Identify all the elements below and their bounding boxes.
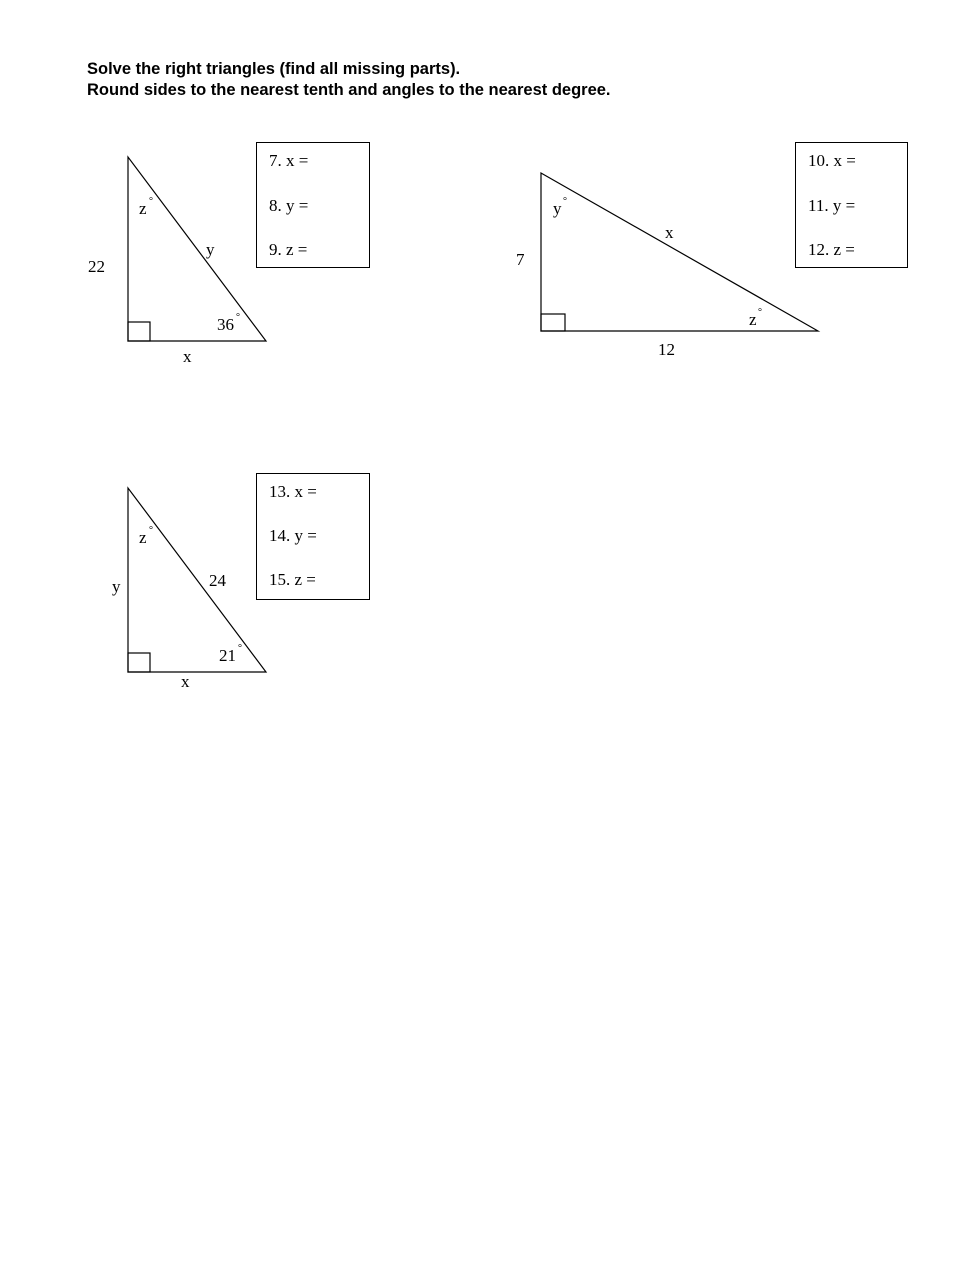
answer-line-11: 11. y = bbox=[808, 196, 856, 215]
answer-line-15: 15. z = bbox=[269, 570, 316, 589]
triangle-3-left-side-label: y bbox=[112, 577, 121, 596]
answer-line-8: 8. y = bbox=[269, 196, 309, 215]
answer-line-7: 7. x = bbox=[269, 151, 309, 170]
triangle-2-bottom-side-label: 12 bbox=[658, 340, 675, 359]
instructions-line-2: Round sides to the nearest tenth and angles to the nearest degree. bbox=[87, 81, 611, 99]
triangle-1-top-angle-degree: ° bbox=[149, 196, 153, 207]
answer-line-12: 12. z = bbox=[808, 240, 855, 259]
answer-line-14: 14. y = bbox=[269, 526, 317, 545]
triangle-1-top-angle-label: z bbox=[139, 199, 147, 218]
triangle-1-bottom-angle-degree: ° bbox=[236, 312, 240, 323]
triangle-2-hypotenuse-label: x bbox=[665, 223, 674, 242]
triangle-2-top-angle-label: y bbox=[553, 199, 562, 218]
triangle-1 bbox=[88, 157, 266, 366]
triangle-2-left-side-label: 7 bbox=[516, 250, 525, 269]
triangle-2-bottom-angle-degree: ° bbox=[758, 307, 762, 318]
triangle-3-top-angle-label: z bbox=[139, 528, 147, 547]
answer-box-3 bbox=[256, 473, 370, 600]
triangle-2-right-angle-mark bbox=[541, 314, 565, 331]
triangle-3-top-angle-degree: ° bbox=[149, 525, 153, 536]
triangle-3 bbox=[112, 488, 266, 691]
triangle-3-right-angle-mark bbox=[128, 653, 150, 672]
triangle-1-bottom-side-label: x bbox=[183, 347, 192, 366]
triangle-2-bottom-angle-label: z bbox=[749, 310, 757, 329]
triangle-2-top-angle-degree: ° bbox=[563, 196, 567, 207]
triangle-1-hypotenuse-label: y bbox=[206, 240, 215, 259]
answer-box-1 bbox=[256, 142, 370, 268]
triangle-3-bottom-angle-label: 21 bbox=[219, 646, 236, 665]
triangle-2 bbox=[516, 173, 818, 359]
triangle-1-outline bbox=[128, 157, 266, 341]
triangle-3-bottom-side-label: x bbox=[181, 672, 190, 691]
triangle-2-outline bbox=[541, 173, 818, 331]
triangle-1-left-side-label: 22 bbox=[88, 257, 105, 276]
triangle-3-hypotenuse-label: 24 bbox=[209, 571, 226, 590]
answer-line-13: 13. x = bbox=[269, 482, 317, 501]
answer-box-2 bbox=[795, 142, 908, 268]
triangle-3-outline bbox=[128, 488, 266, 672]
answer-line-9: 9. z = bbox=[269, 240, 308, 259]
instructions-line-1: Solve the right triangles (find all missing parts). bbox=[87, 60, 461, 78]
triangle-1-right-angle-mark bbox=[128, 322, 150, 341]
triangle-1-bottom-angle-label: 36 bbox=[217, 315, 234, 334]
triangle-3-bottom-angle-degree: ° bbox=[238, 643, 242, 654]
answer-line-10: 10. x = bbox=[808, 151, 856, 170]
